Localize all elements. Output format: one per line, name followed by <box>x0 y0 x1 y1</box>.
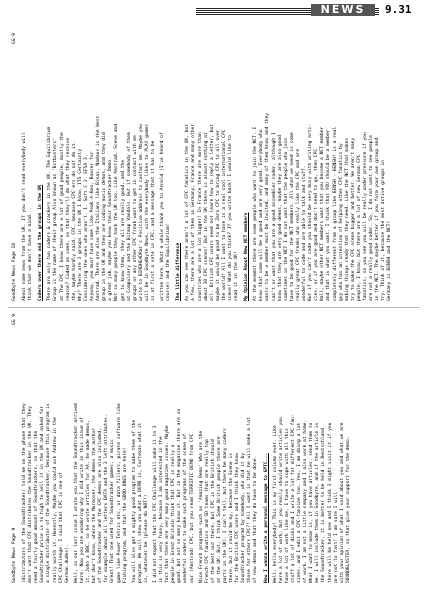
right-body-text <box>22 33 393 301</box>
rotated-page <box>8 22 420 589</box>
text-line: a few, there are a lot of them in Germany, France and many other <box>191 123 197 301</box>
text-line: is, whatever be (please do NOT!) <box>143 494 149 583</box>
paragraph <box>132 314 150 583</box>
text-line: are not a really good coder. So, I do not want to see people <box>369 135 375 301</box>
text-line: French CPC fanatics and SO teams that are really top <box>204 439 210 583</box>
text-line: at The CPC. I know there are a lot of good people, mostly the <box>59 132 65 301</box>
paragraph <box>253 33 393 301</box>
text-line: know that they are very good demos, maybe they are also good <box>277 135 283 301</box>
text-line: I did not expect that the CPC Challenge will make it to 3 <box>152 425 158 583</box>
text-line: (distributors of the Soundtracker) told me on the phone that they <box>22 403 28 583</box>
issue-number: 9.31 <box>385 3 412 16</box>
left-body-text <box>22 314 352 583</box>
right-page-label: Goodbyte News Page 10 <box>12 242 17 301</box>
text-line: but don't know, where the Moreover, the demos the author <box>92 428 98 583</box>
text-line: of work. I am not a little company and I also work at home. <box>303 419 309 583</box>
text-line: About some news from the UK. If you don't read everybody will <box>22 132 28 301</box>
text-line: fanatics, so you see you will be really under pressure if you <box>362 132 368 301</box>
left-column-header <box>12 314 18 583</box>
text-line: Soundtracker price is to high to sell it in the UK and asked for <box>40 405 46 583</box>
text-line: Well, hello everybody! This is my first column ever. Like <box>272 425 278 583</box>
text-line: zines, and I edit a CPC-fanzine too. Yes, I am doing a lot <box>297 422 303 583</box>
text-line: Great! That one used for Soundtracker games, a music <box>110 439 116 583</box>
text-line: are not to fast! I am sure I will <box>333 491 339 583</box>
right-column-header <box>12 33 18 301</box>
text-line: Well, in our last issue I wrote you that the Soundtracker arrived <box>73 403 79 583</box>
text-line: at Compulsory and the Bitmap Vandals. But if somebody of them <box>126 132 132 301</box>
text-line: As you can see there aren't a lot of CPC fanatics in the UK, but <box>185 123 191 301</box>
text-line: Fishing program, and that the GOOD ONES are here! <box>122 447 128 583</box>
text-line: at the UK. But, I think Some British people there are <box>216 436 222 583</box>
text-line: here a lot of work, but you really should write articles you <box>278 417 284 583</box>
text-line: CPC Challenge. I said that CPC is one of <box>58 472 64 583</box>
text-line: Nice French programs such as 'Amazing Demo' Who are the <box>198 430 204 583</box>
text-line: scene! What do you think? If you write back! I would like to <box>228 135 233 301</box>
section-title: The little difference <box>176 242 182 301</box>
text-line: cles, or if you are good and don't need to go, then CPC <box>314 148 320 301</box>
news-logo: NEWS <box>311 4 375 16</box>
text-line: me. I will include them in Goodbyte, and if the article is <box>315 422 321 583</box>
section-title: My Opinion About New NCT members <box>244 212 250 301</box>
text-line: good, but not so many know it. But in the magazine there are so <box>177 408 183 583</box>
text-line: parts in the UK). I can't tell, but there be many coders <box>223 428 228 583</box>
text-line: there will be held one and I think I might visit it if you <box>327 422 333 583</box>
paragraph <box>22 33 34 301</box>
text-line: it, John a BBC, so he wrote articles for AA, he made demos, <box>86 419 92 583</box>
text-line: completely different from a group like BENSH - BENSH! is a real <box>332 126 338 301</box>
text-line: can't or want that you are a good assembler coder, although I <box>271 132 277 301</box>
text-line: Why? There are 3 groups in the UK I know, ITS Certainly <box>77 148 83 301</box>
text-line: of new demos and that they do have to be done. <box>253 455 259 583</box>
text-line: maybe it would be good to be Zero CPC to bring CPC to all over <box>215 129 221 301</box>
text-line: Soundtracker program by somebody, who did it by <box>241 453 247 583</box>
right-page-number: GG 9 <box>12 33 17 45</box>
text-line: Considering the ones who aren't. 1. Soft C 2. EFSA 3. <box>83 154 89 301</box>
text-line: have a lot of work like me, I have to cope with all this <box>284 428 290 583</box>
text-line: in the NCT. The maybe better if you form your own group and <box>375 137 381 301</box>
section-title: Coders over there and the groups in the UK <box>38 184 44 301</box>
text-line: need a fairly good amount of Soundtrackers, so that the <box>34 430 40 583</box>
text-line: countries who are a lot bigger! In France there are more than <box>197 132 203 301</box>
text-line: think that we don't have a mind... <box>28 206 34 301</box>
left-page-number: GG 9 <box>12 314 17 326</box>
text-line: people, I know, but there are a lot of new German CPC <box>356 154 362 301</box>
section-title: How I wanna write a personal message to GPTC... <box>263 453 269 583</box>
paragraph <box>185 33 240 301</box>
text-line: for the British CPC users and I think they know <box>235 453 241 583</box>
right-column <box>8 27 420 308</box>
text-line: a great job, maybe you know their Soundtracker Demo. <box>108 157 114 301</box>
left-page-label: Goodbyte News Page 9 <box>12 527 17 583</box>
text-line: But if you can't code you should be very busy with writing arti- <box>308 123 314 301</box>
text-line: stuff a lot of disks and I write a lot for different CPC fan- <box>290 414 296 583</box>
text-line: game like Power Tetris etc, or data fillers, pirate software like <box>116 403 122 583</box>
text-line: Amstrad. There are also the Italians like Binas, Nadaus is the best <box>96 115 102 301</box>
text-line: Anyway, you must have some like Peak-A-Boo, Bowser for <box>90 151 96 301</box>
text-line: all. British CPC users need not learn how to reply a letter, but <box>209 123 215 301</box>
text-line: the world! All I want to have is a real cool international CPC <box>221 129 227 301</box>
text-line: of the Soundtracker and the CPC demos are also included, <box>98 428 104 583</box>
text-line: read it in the UK! <box>234 251 240 301</box>
paragraph <box>22 314 71 583</box>
text-line: in this is very funny, because I am interested in the <box>159 436 165 583</box>
text-line: Group is the name of their group Also known as 'Bitbusters' <box>53 137 59 301</box>
text-line: guy who has an intention of helping other CPC fanatics by <box>338 143 344 301</box>
text-line: for example about all letters DATA and the 3 left attributes. <box>104 414 110 583</box>
text-line: our (Amstrad) CPC, but you read TERRIFIC DEMO from CPC <box>189 433 195 583</box>
text-line: making things ready that they need. Like the NCT that makes <box>344 137 350 301</box>
paragraph <box>199 314 260 583</box>
text-line: of the best out there, but CPC is the British should <box>210 439 216 583</box>
text-line: there, but it could be my, because the Scene is <box>229 453 235 583</box>
text-line: Not so many people they hack the UK too. Like Amstrad, Scene and <box>114 123 120 301</box>
text-line: is at first a vote in CPC, and a message that it has to be <box>150 140 156 301</box>
text-line: fact that there are very many good magazine issues. Maybe <box>165 425 171 583</box>
text-line: people in Great Britain think that CPC is really a <box>171 444 177 583</box>
text-line: group in the UK and they are coding music demos, and they did <box>102 132 108 301</box>
text-line: here. Now you are wondering why I did write in this issue of <box>79 417 85 583</box>
text-line: written here. What a whole thank you to Arnold (I've heard of <box>160 132 166 301</box>
text-line: try. Think of it, because the most active groups in <box>381 159 387 301</box>
text-line: have to be good for the NCT members. All what we need is some <box>289 132 295 301</box>
text-line: reason? Coded on some, so that they'll do what they receive <box>65 137 71 301</box>
text-line: try to make the CPC scene bigger and better. We aren't many <box>350 137 356 301</box>
text-line: don't want that CPC distributes the Soundtracker in the UK. They <box>28 405 34 583</box>
text-line: What I want to mean is, if you have articles, send them to <box>309 422 315 583</box>
text-line: will be in Goodbyte News, with the everybody likes to PLAY games <box>144 123 150 301</box>
text-line: about 30 CPC scenes! But in the UK there is almost nothing at <box>203 132 209 301</box>
text-line: the Soundtracker, it is better to be held in Deutschland <box>321 428 327 583</box>
paragraph <box>47 33 157 301</box>
text-line: You will also get a mighty good program to make them of the <box>131 419 137 583</box>
paragraph <box>153 314 196 583</box>
text-line: get to know them, they all are really good, and the <box>120 159 126 301</box>
paragraph <box>74 314 129 583</box>
text-line: program. We will show you what a DEMO is, Cortexas what it <box>137 422 143 583</box>
paragraph <box>160 33 172 301</box>
left-column <box>8 308 420 589</box>
text-line: really worth it. Honestly, Maybe you could ask Andrew in the <box>52 417 58 583</box>
text-line: There are only two coders & crackers in the UK. The Equilibrium <box>47 126 53 301</box>
text-line: a single distributor of the Soundtracker, because this program is <box>46 403 52 583</box>
text-line: Germany is BENSH and the NCT! <box>387 220 393 301</box>
text-line: write to BIRDHEADRat's Positive address to contact me. Maybe you <box>138 123 144 301</box>
text-line: the, maybe hardly said, CPC, because CPC'ers do not do it. <box>71 140 77 301</box>
text-line: those for others CPC?! All I want is that he will make a lot <box>247 417 253 583</box>
text-line: wonderful coders to make such programs of the scene of <box>183 433 189 583</box>
text-line: SOUNDBLASTER, so that give your support for the demo. <box>345 436 351 583</box>
text-line: sometimes in the NCT I do not want that the people who join <box>283 137 289 301</box>
text-line: groups or any other CPC freak want to get in contact with me <box>132 135 138 301</box>
text-line: German dudes). <box>64 544 70 583</box>
text-line: and that is what you want. I think that YOU should be a member <box>326 129 332 301</box>
paragraph <box>273 314 352 583</box>
text-line: with your opinion of what I said about you and what we are <box>339 422 345 583</box>
text-line: really great CPC freaks who really like the CPC and are <box>295 148 301 301</box>
text-line: course) and the Equilibrium! <box>166 223 172 301</box>
text-line: Wall, maybe other NCT members want that you become a NCT member <box>320 126 326 301</box>
text-line: know that some will be a good and are very good. Everybody who <box>259 129 265 301</box>
text-line: At the moment there are some people who want to join the NCT. I <box>253 126 259 301</box>
text-line: wonderful to code and are able to talk and stuff. <box>302 165 308 301</box>
text-line: wants to be a member must be invited, and many of them know and they <box>265 112 271 301</box>
